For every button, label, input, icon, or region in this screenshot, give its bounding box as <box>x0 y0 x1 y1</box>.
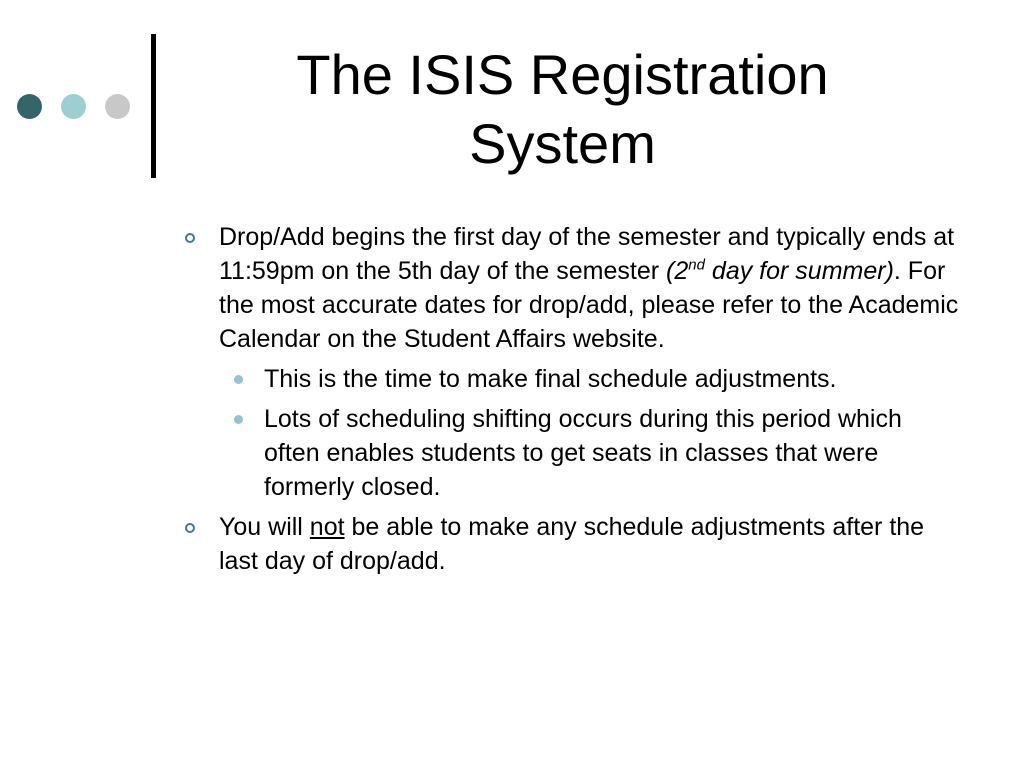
slide-title <box>190 40 935 178</box>
dot-teal-icon <box>61 94 86 119</box>
summer-note-close: day for summer) <box>704 257 894 285</box>
sub-bullet-final-adjustments <box>219 362 960 396</box>
summer-note <box>666 257 894 285</box>
bullet-list <box>180 220 960 578</box>
decorative-dots <box>17 94 132 120</box>
dot-bullet-icon <box>234 415 243 424</box>
bullet-no-adjustments-pre: You will <box>219 513 310 541</box>
title-line-2: System <box>469 112 656 175</box>
bullet-drop-add-intro: Drop/Add begins the first day of the semester and typically ends at 11:59pm on the 5th day of the semester <box>219 223 955 285</box>
ring-bullet-icon <box>185 233 195 243</box>
sub-bullet-scheduling-shifting <box>219 402 960 504</box>
bullet-no-adjustments-post: be able to make any schedule adjustments after the last day of drop/add. <box>219 513 925 575</box>
slide-body <box>180 220 960 584</box>
sub-bullet-list <box>219 362 960 504</box>
summer-note-open: (2 <box>666 257 689 285</box>
dot-gray-icon <box>105 94 130 119</box>
dot-dark-icon <box>17 94 42 119</box>
bullet-no-adjustments <box>180 510 960 578</box>
bullet-drop-add <box>180 220 960 504</box>
sub-bullet-final-adjustments-text: This is the time to make final schedule adjustments. <box>264 365 837 393</box>
dot-bullet-icon <box>234 375 243 384</box>
emphasis-not: not <box>309 513 345 541</box>
ring-bullet-icon <box>185 523 195 533</box>
title-divider <box>151 34 156 178</box>
ordinal-suffix: nd <box>688 256 705 274</box>
bullet-drop-add-rest: . For the most accurate dates for drop/add, please refer to the Academic Calendar on the Student Affairs website. <box>219 257 959 353</box>
title-line-1: The ISIS Registration <box>296 43 829 106</box>
sub-bullet-scheduling-shifting-text: Lots of scheduling shifting occurs during this period which often enables students to get seats in classes that were formerly closed. <box>264 405 902 501</box>
